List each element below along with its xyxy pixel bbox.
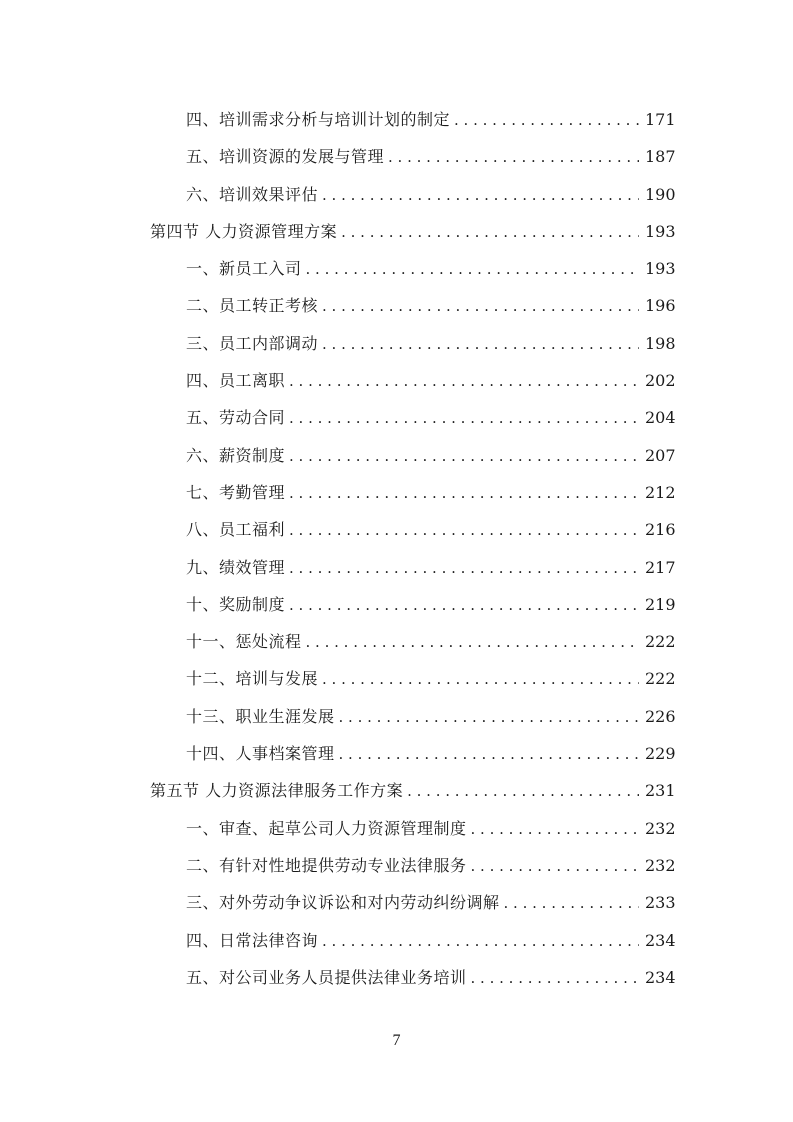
toc-leader-dots: [289, 475, 639, 512]
toc-leader-dots: [339, 736, 639, 773]
toc-entry-page-number: 202: [645, 371, 676, 391]
toc-leader-dots: [388, 139, 639, 176]
toc-entry-label: 第五节 人力资源法律服务工作方案: [150, 781, 404, 801]
toc-entry[interactable]: [150, 698, 675, 735]
toc-leader-dots: [289, 587, 639, 624]
toc-entry[interactable]: [150, 847, 675, 884]
toc-entry-label: 五、劳动合同: [186, 408, 286, 428]
toc-entry-page-number: 232: [645, 855, 676, 875]
toc-entry[interactable]: [150, 660, 675, 697]
toc-entry[interactable]: [150, 474, 675, 511]
toc-leader-dots: [289, 363, 639, 400]
toc-entry[interactable]: [150, 362, 675, 399]
toc-leader-dots: [341, 214, 639, 251]
toc-entry[interactable]: [150, 138, 675, 175]
toc-leader-dots: [322, 288, 639, 325]
toc-entry[interactable]: [150, 810, 675, 847]
toc-entry-page-number: 222: [645, 632, 676, 652]
toc-entry[interactable]: [150, 922, 675, 959]
toc-leader-dots: [306, 624, 639, 661]
toc-entry-label: 一、审查、起草公司人力资源管理制度: [186, 818, 467, 838]
toc-entry[interactable]: [150, 586, 675, 623]
toc-entry[interactable]: [150, 437, 675, 474]
table-of-contents: [150, 101, 675, 996]
toc-entry-label: 十二、培训与发展: [186, 669, 319, 689]
toc-entry[interactable]: [150, 959, 675, 996]
toc-entry-label: 五、培训资源的发展与管理: [186, 147, 385, 167]
toc-entry-page-number: 207: [645, 445, 676, 465]
toc-entry-page-number: 229: [645, 744, 676, 764]
toc-entry-label: 三、员工内部调动: [186, 333, 319, 353]
toc-entry-page-number: 231: [645, 781, 676, 801]
toc-entry-label: 十一、惩处流程: [186, 632, 302, 652]
toc-entry-page-number: 196: [645, 296, 676, 316]
toc-entry-label: 四、日常法律咨询: [186, 930, 319, 950]
toc-entry-label: 十三、职业生涯发展: [186, 706, 335, 726]
toc-leader-dots: [289, 512, 639, 549]
toc-entry[interactable]: [150, 735, 675, 772]
toc-leader-dots: [407, 773, 639, 810]
toc-entry-page-number: 217: [645, 557, 676, 577]
toc-leader-dots: [339, 699, 639, 736]
toc-entry[interactable]: [150, 250, 675, 287]
toc-entry-label: 九、绩效管理: [186, 557, 286, 577]
toc-section-entry[interactable]: [150, 213, 675, 250]
toc-entry[interactable]: [150, 623, 675, 660]
toc-entry-label: 四、培训需求分析与培训计划的制定: [186, 110, 451, 129]
toc-entry-page-number: 219: [645, 594, 676, 614]
toc-entry-label: 五、对公司业务人员提供法律业务培训: [186, 967, 467, 987]
toc-entry-page-number: 226: [645, 706, 676, 726]
toc-leader-dots: [504, 885, 639, 922]
toc-leader-dots: [471, 811, 639, 848]
toc-entry-page-number: 187: [645, 147, 676, 167]
toc-entry-label: 四、员工离职: [186, 371, 286, 391]
toc-leader-dots: [289, 438, 639, 475]
toc-entry-page-number: 190: [645, 184, 676, 204]
toc-entry-label: 六、培训效果评估: [186, 184, 319, 204]
toc-section-entry[interactable]: [150, 772, 675, 809]
toc-entry[interactable]: [150, 549, 675, 586]
toc-leader-dots: [471, 960, 639, 997]
toc-leader-dots: [322, 326, 639, 363]
toc-entry[interactable]: [150, 176, 675, 213]
toc-entry-page-number: 232: [645, 818, 676, 838]
toc-entry-label: 一、新员工入司: [186, 259, 302, 279]
toc-entry-label: 八、员工福利: [186, 520, 286, 540]
toc-leader-dots: [471, 848, 639, 885]
toc-entry-label: 六、薪资制度: [186, 445, 286, 465]
toc-leader-dots: [289, 400, 639, 437]
page-number: 7: [392, 1032, 401, 1049]
toc-entry-page-number: 212: [645, 482, 676, 502]
toc-entry-page-number: 193: [645, 259, 676, 279]
toc-entry-page-number: 204: [645, 408, 676, 428]
toc-entry-label: 七、考勤管理: [186, 482, 286, 502]
toc-entry-page-number: 222: [645, 669, 676, 689]
toc-leader-dots: [322, 177, 639, 214]
toc-entry[interactable]: [150, 884, 675, 921]
toc-entry[interactable]: [150, 399, 675, 436]
toc-leader-dots: [322, 923, 639, 960]
toc-entry-page-number: 216: [645, 520, 676, 540]
toc-entry-page-number: 171: [645, 110, 676, 129]
toc-entry-label: 三、对外劳动争议诉讼和对内劳动纠纷调解: [186, 893, 500, 913]
toc-leader-dots: [454, 102, 639, 139]
toc-entry-page-number: 234: [645, 930, 676, 950]
toc-entry[interactable]: [150, 101, 675, 138]
toc-leader-dots: [289, 550, 639, 587]
toc-entry-label: 十、奖励制度: [186, 594, 286, 614]
toc-entry[interactable]: [150, 511, 675, 548]
toc-entry-label: 二、有针对性地提供劳动专业法律服务: [186, 855, 467, 875]
toc-entry-label: 十四、人事档案管理: [186, 744, 335, 764]
toc-leader-dots: [306, 251, 639, 288]
toc-leader-dots: [322, 661, 639, 698]
toc-entry-page-number: 234: [645, 967, 676, 987]
toc-entry-page-number: 198: [645, 333, 676, 353]
toc-entry[interactable]: [150, 325, 675, 362]
toc-entry[interactable]: [150, 287, 675, 324]
toc-entry-page-number: 233: [645, 893, 676, 913]
toc-entry-label: 第四节 人力资源管理方案: [150, 221, 338, 241]
toc-entry-label: 二、员工转正考核: [186, 296, 319, 316]
toc-entry-page-number: 193: [645, 221, 676, 241]
